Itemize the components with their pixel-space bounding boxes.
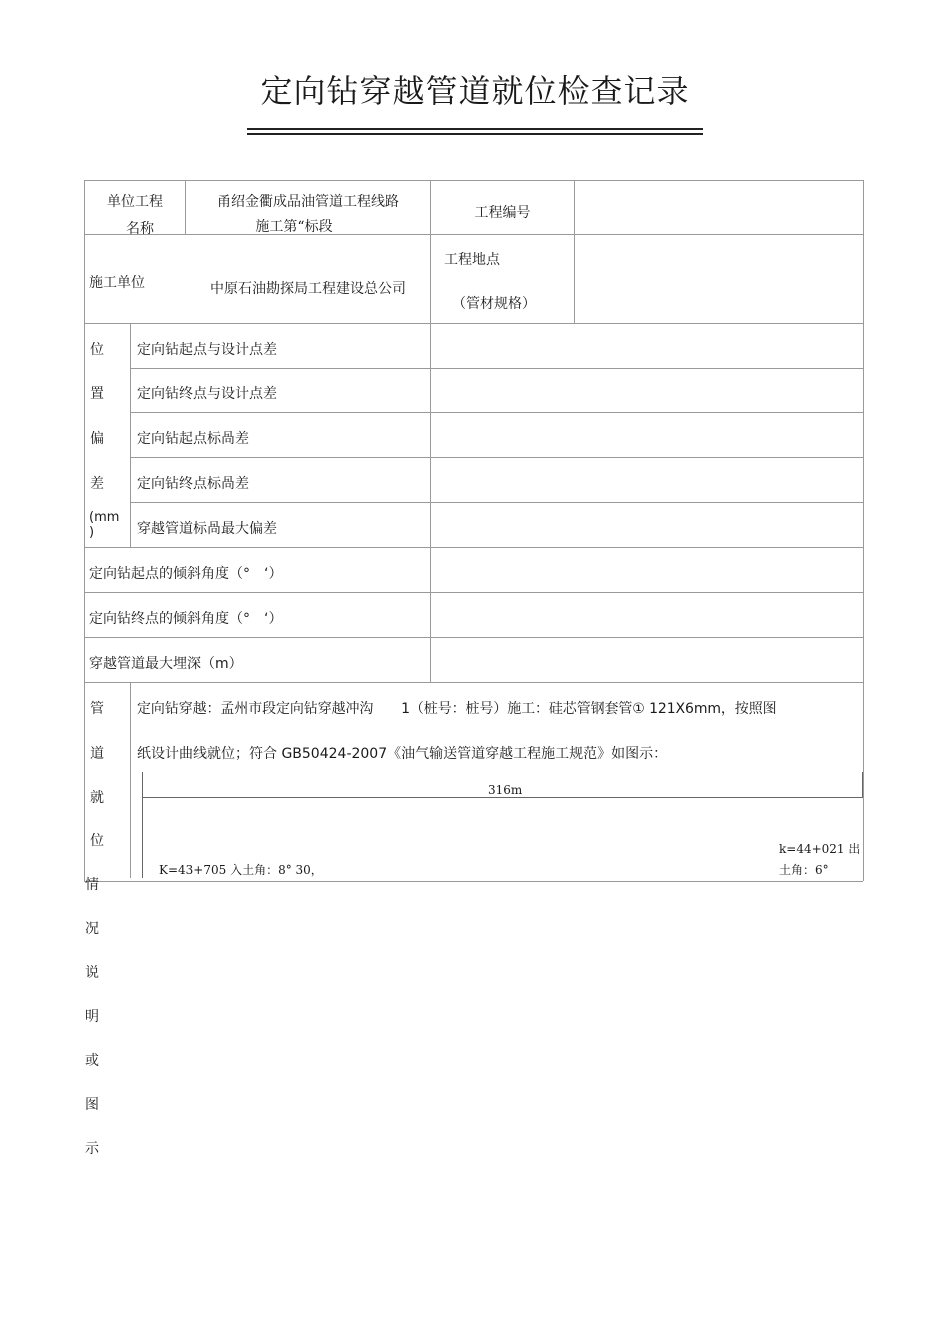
grid-line [130, 412, 863, 413]
grid-line [130, 323, 131, 547]
situation-side-char: 道 [90, 746, 104, 762]
situation-side-char: 管 [90, 701, 104, 717]
drawing-right-marker [862, 772, 863, 798]
deviation-row-label: 定向钻终点标咼差 [137, 476, 249, 492]
crossing-length-label: 316m [488, 783, 523, 797]
grid-line [84, 881, 863, 882]
situation-side-char: 就 [90, 790, 104, 806]
situation-side-char: 图 [85, 1097, 99, 1113]
grid-line [574, 180, 575, 323]
deviation-side-char: 差 [90, 476, 104, 492]
unit-project-value-line1: 甬绍金衢成品油管道工程线路 [217, 194, 399, 210]
unit-project-label-line1: 单位工程 [107, 194, 163, 210]
deviation-side-char: 位 [90, 342, 104, 358]
drawing-left-marker [142, 772, 143, 878]
grid-line [84, 323, 863, 324]
drawing-dimension-line [142, 797, 862, 798]
grid-line [84, 547, 863, 548]
situation-side-char: 或 [85, 1053, 99, 1069]
deviation-row-label: 定向钻起点与设计点差 [137, 342, 277, 358]
deviation-side-char: 置 [90, 386, 104, 402]
construction-unit-value: 中原石油勘探局工程建设总公司 [210, 281, 406, 297]
max-depth-label: 穿越管道最大埋深（m） [89, 656, 243, 672]
situation-text-line1: 定向钻穿越：孟州市段定向钻穿越冲沟 1（桩号：桩号）施工：硅芯管钢套管① 121X6mm，按照图 [137, 701, 777, 717]
unit-project-label-line2: 名称 [126, 221, 154, 237]
situation-side-char: 明 [85, 1009, 99, 1025]
deviation-unit-line2: ) [89, 525, 95, 540]
deviation-row-label: 定向钻终点与设计点差 [137, 386, 277, 402]
grid-line [84, 592, 863, 593]
entry-point-label: K=43+705 入土角：8° 30， [159, 863, 323, 877]
pipe-spec-label: （管材规格） [452, 296, 536, 312]
construction-unit-label: 施工单位 [89, 275, 145, 291]
location-label: 工程地点 [444, 252, 500, 268]
end-angle-label: 定向钻终点的倾斜角度（° ‘） [89, 611, 283, 627]
grid-line [84, 637, 863, 638]
situation-text-line2: 纸设计曲线就位；符合 GB50424-2007《油气输送管道穿越工程施工规范》如图示： [137, 746, 668, 762]
grid-line [130, 457, 863, 458]
situation-side-char: 说 [85, 965, 99, 981]
grid-line [84, 180, 85, 881]
deviation-row-label: 定向钻起点标咼差 [137, 431, 249, 447]
grid-line [130, 682, 131, 878]
grid-line [84, 180, 863, 181]
start-angle-label: 定向钻起点的倾斜角度（° ‘） [89, 566, 283, 582]
grid-line [130, 368, 863, 369]
project-no-label: 工程编号 [474, 205, 531, 221]
grid-line [130, 502, 863, 503]
grid-line [863, 180, 864, 881]
page-title: 定向钻穿越管道就位检查记录 [260, 72, 690, 110]
grid-line [430, 180, 431, 682]
deviation-row-label: 穿越管道标咼最大偏差 [137, 521, 277, 537]
situation-side-char: 位 [90, 833, 104, 849]
grid-line [84, 682, 863, 683]
deviation-unit-line1: (mm [89, 510, 120, 525]
unit-project-value-line2: 施工第“标段 [255, 219, 333, 235]
situation-side-char: 示 [85, 1141, 99, 1157]
situation-side-char: 情 [85, 877, 99, 893]
exit-point-label-line2: 土角：6° [779, 863, 829, 877]
situation-side-char: 况 [85, 921, 99, 937]
exit-point-label-line1: k=44+021 出 [779, 842, 861, 856]
deviation-side-char: 偏 [90, 431, 104, 447]
